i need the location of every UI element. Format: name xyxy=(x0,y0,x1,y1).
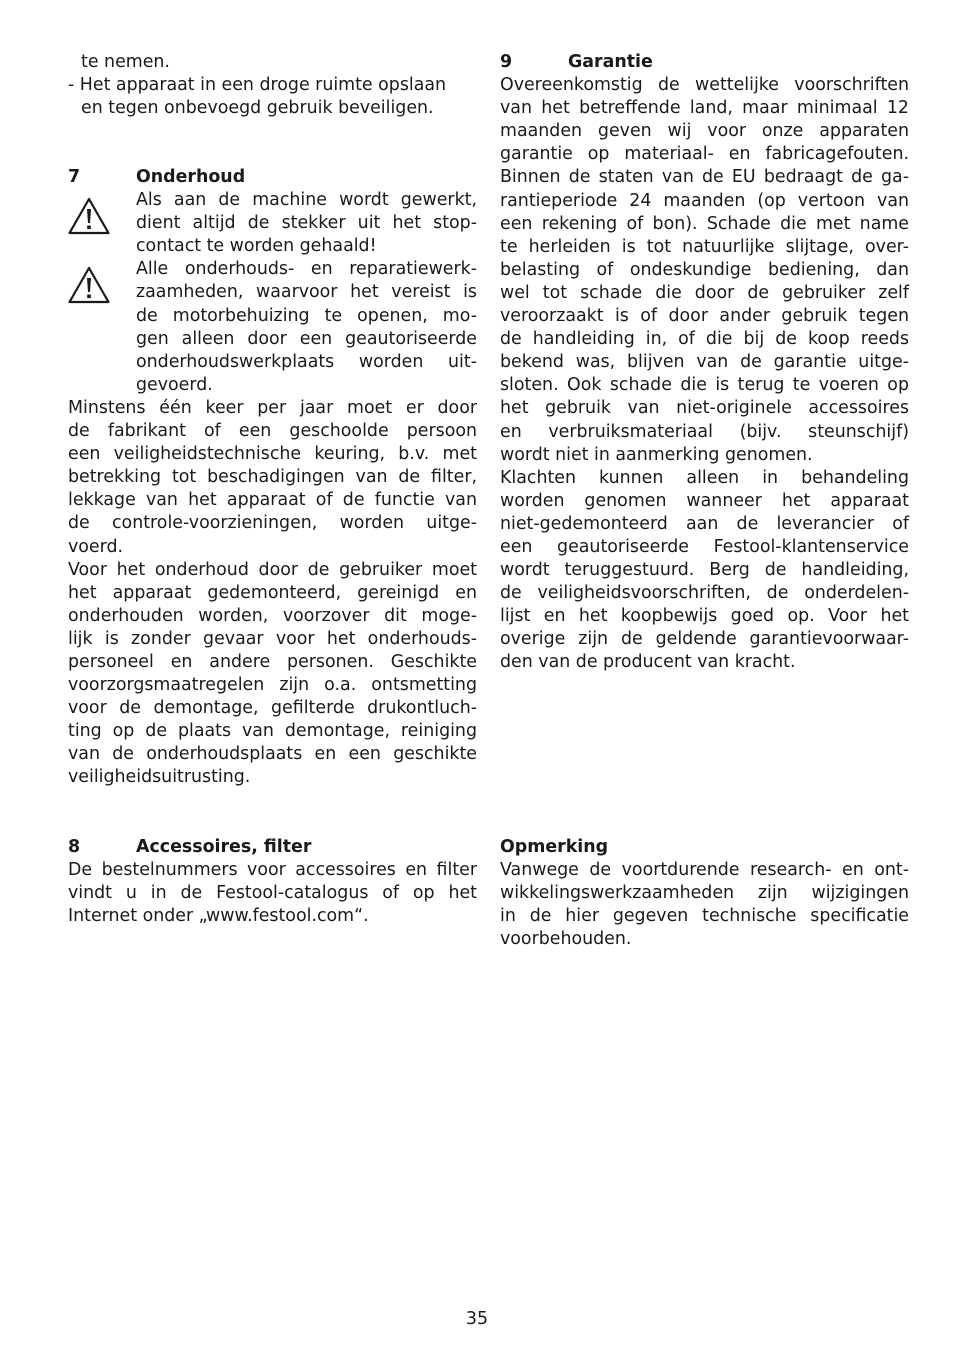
paragraph xyxy=(68,559,477,790)
text-line: den van de producent van kracht. xyxy=(500,652,796,673)
text-line: rantieperiode 24 maanden (op vertoon van xyxy=(500,190,909,211)
text-line: maanden geven wij voor onze apparaten xyxy=(500,121,909,142)
text-line: personeel en andere personen. Geschikte xyxy=(68,651,477,672)
section-9 xyxy=(500,51,909,675)
text-line: veiligheidsuitrusting. xyxy=(68,767,251,788)
text-line: niet-gedemonteerd aan de leverancier of xyxy=(500,513,909,534)
text-line: en tegen onbevoegd gebruik beveiligen. xyxy=(81,98,434,119)
text-line: dient altijd de stekker uit het stop- xyxy=(136,213,477,234)
warning-icon xyxy=(67,265,111,305)
section-8 xyxy=(68,836,477,928)
section-number: 8 xyxy=(68,837,81,857)
section-heading xyxy=(68,836,477,859)
text-line: veroorzaakt is of door ander gebruik tegen xyxy=(500,306,909,327)
paragraph xyxy=(500,467,909,675)
text-line: lekkage van het apparaat of de functie van xyxy=(68,490,477,511)
section-title: Accessoires, filter xyxy=(136,837,312,857)
text-line: onderhouden worden, voorzover dit moge- xyxy=(68,605,477,626)
section-title: Opmerking xyxy=(500,837,609,857)
text-line: bekend was, blijven van de garantie uitge- xyxy=(500,352,909,373)
text-line: te herleiden is tot natuurlijke slijtage, over- xyxy=(500,236,909,257)
text-line: het gebruik van niet-originele accessoires xyxy=(500,398,909,419)
text-line: te nemen. xyxy=(81,52,170,72)
text-line: wordt teruggestuurd. Berg de handleiding, xyxy=(500,560,909,581)
text-line: een geautoriseerde Festool-klantenservice xyxy=(500,536,909,557)
paragraph xyxy=(68,397,477,559)
text-line: lijk is zonder gevaar voor het onderhouds- xyxy=(68,628,477,649)
text-line: Vanwege de voortdurende research- en ont- xyxy=(500,860,909,881)
text-line: zaamheden, waarvoor het vereist is xyxy=(136,282,477,303)
left-column xyxy=(68,51,477,120)
list-item: - Het apparaat in een droge ruimte opslaan xyxy=(68,75,447,96)
text-line: vindt u in de Festool-catalogus of op het xyxy=(68,883,477,904)
text-line: de fabrikant of een geschoolde persoon xyxy=(68,421,477,442)
text-line: garantie op materiaal- en fabricagefouten. xyxy=(500,144,909,165)
section-title: Garantie xyxy=(568,52,653,72)
text-line: belasting of ondeskundige bediening, dan xyxy=(500,259,909,280)
warning-block-1 xyxy=(68,189,477,258)
warning-icon xyxy=(67,196,111,236)
section-number: 7 xyxy=(68,167,81,187)
section-heading xyxy=(500,51,909,74)
text-line: sloten. Ook schade die is terug te voeren op xyxy=(500,375,909,396)
text-line: De bestelnummers voor accessoires en filter xyxy=(68,860,477,881)
text-line: en verbruiksmateriaal (bijv. steunschijf) xyxy=(500,421,909,442)
text-line: lijst en het koopbewijs goed op. Voor het xyxy=(500,606,909,627)
text-line: onderhoudswerkplaats worden uit- xyxy=(136,351,477,372)
text-line: gen alleen door een geautoriseerde xyxy=(136,328,477,349)
text-line: in de hier gegeven technische specificatie xyxy=(500,906,909,927)
text-line: het apparaat gedemonteerd, gereinigd en xyxy=(68,582,477,603)
text-line: wikkelingswerkzaamheden zijn wijzigingen xyxy=(500,883,909,904)
text-line: Overeenkomstig de wettelijke voorschriften xyxy=(500,75,909,96)
text-line: wordt niet in aanmerking genomen. xyxy=(500,444,813,465)
section-number: 9 xyxy=(500,52,513,72)
warning-block-2 xyxy=(68,258,477,397)
text-line: van de onderhoudsplaats en een geschikte xyxy=(68,744,477,765)
text-line: worden genomen wanneer het apparaat xyxy=(500,490,909,511)
section-title: Onderhoud xyxy=(136,167,246,187)
text-line: voerd. xyxy=(68,536,124,557)
remark-section xyxy=(500,836,909,951)
section-heading xyxy=(68,166,477,189)
text-line: een veiligheidstechnische keuring, b.v. met xyxy=(68,444,477,465)
page-number: 35 xyxy=(465,1309,489,1329)
text-line: contact te worden gehaald! xyxy=(136,236,377,257)
text-line: Voor het onderhoud door de gebruiker moet xyxy=(68,559,477,580)
text-line: Minstens één keer per jaar moet er door xyxy=(68,397,477,418)
text-line: ting op de plaats van demontage, reiniging xyxy=(68,721,477,742)
paragraph xyxy=(500,74,909,467)
text-line: wel tot schade die door de gebruiker zelf xyxy=(500,282,909,303)
text-line: van het betreffende land, maar minimaal 12 xyxy=(500,98,909,119)
text-line: een rekening of bon). Schade die met name xyxy=(500,213,909,234)
text-line: voor de demontage, gefilterde drukontluch- xyxy=(68,698,477,719)
text-line: de motorbehuizing te openen, mo- xyxy=(136,305,477,326)
text-line: Als aan de machine wordt gewerkt, xyxy=(136,190,477,211)
text-line: overige zijn de geldende garantievoorwaar- xyxy=(500,629,909,650)
section-7 xyxy=(68,166,477,790)
text-line: gevoerd. xyxy=(136,374,213,395)
text-line: de veiligheidsvoorschriften, de onderdelen- xyxy=(500,583,909,604)
text-line: Binnen de staten van de EU bedraagt de ga- xyxy=(500,167,909,188)
text-line: Alle onderhouds- en reparatiewerk- xyxy=(136,259,477,280)
text-line: betrekking tot beschadigingen van de filter, xyxy=(68,467,477,488)
text-line: Internet onder „www.festool.com“. xyxy=(68,906,369,927)
text-line: voorbehouden. xyxy=(500,929,632,950)
text-line: Klachten kunnen alleen in behandeling xyxy=(500,467,909,488)
text-line: voorzorgsmaatregelen zijn o.a. ontsmetting xyxy=(68,675,477,696)
text-line: de handleiding in, of die bij de koop reeds xyxy=(500,329,909,350)
text-line: de controle-voorzieningen, worden uitge- xyxy=(68,513,477,534)
